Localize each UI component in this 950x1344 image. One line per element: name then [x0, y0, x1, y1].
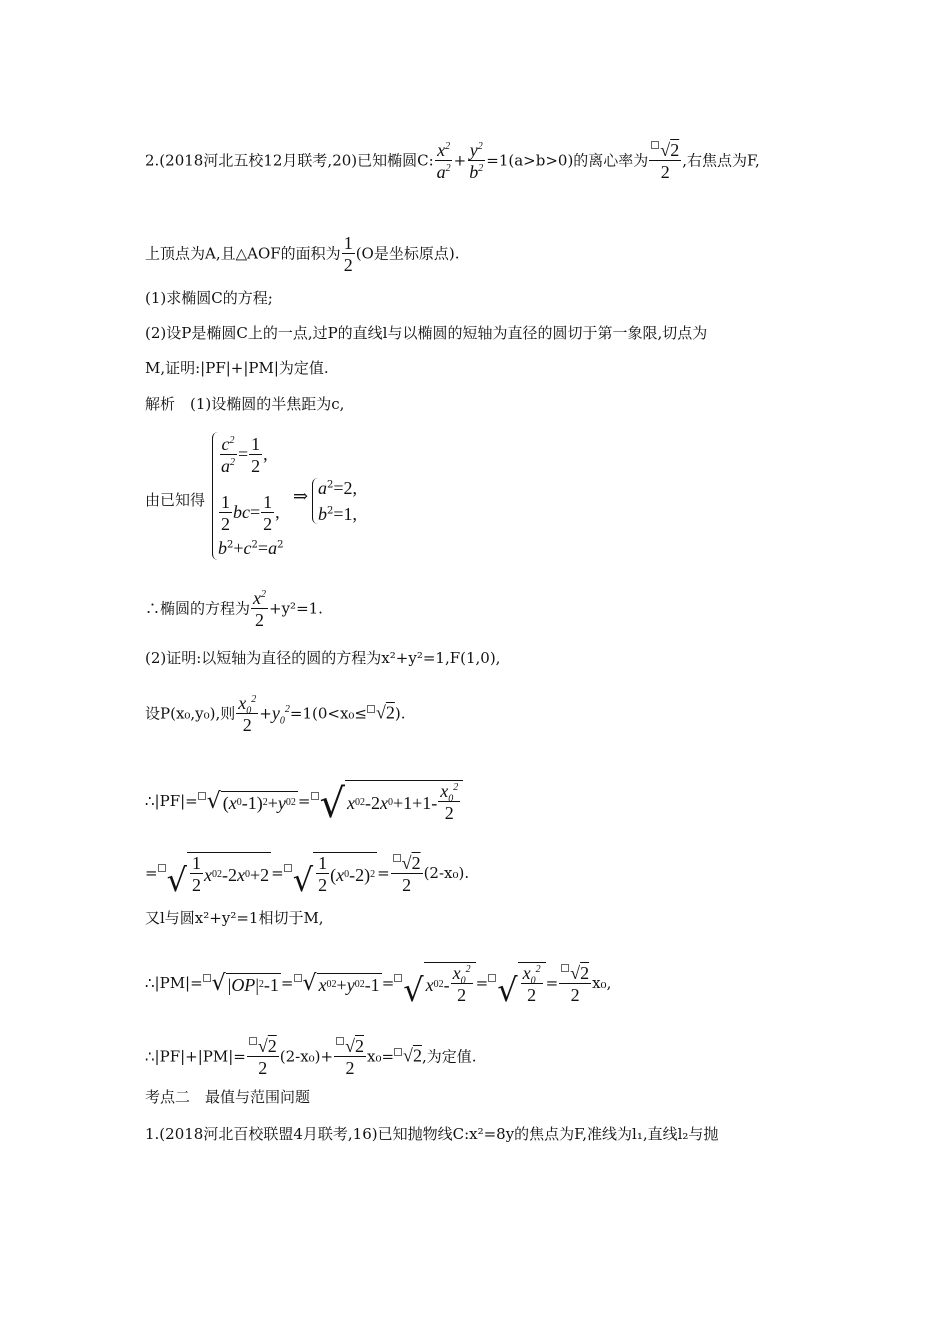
system-row-2: $\frac{1}{2}$ bc= $\frac{1}{2}$ , [221, 492, 280, 534]
system-row-3: $b^2+c^2=a^2$ [218, 538, 284, 558]
question-2-line-1: (2)设P是椭圆C上的一点,过P的直线l与以椭圆的短轴为直径的圆切于第一象限,切点为 [145, 324, 708, 342]
pf-line-1: ∴|PF|= √ ( x 0 -1) 2 + y 0 2 = √ x 0 2 -2 x 0 +1+1- $\frac{x_0^2}{2}$ [145, 780, 463, 824]
ellipse-equation: ∴椭圆的方程为 $\frac{x^2}{2}$ +y²=1. [145, 588, 323, 630]
implies-arrow: ⇒ [293, 486, 309, 506]
sum-line: ∴|PF|+|PM|= $\frac{√2}{2}$ (2-x₀)+ $\frac{√2}{2}$ x₀= √2,为定值. [145, 1036, 477, 1078]
proof-intro: (2)证明:以短轴为直径的圆的方程为x²+y²=1,F(1,0), [145, 649, 501, 667]
pm-line: ∴|PM|= √ | OP | 2 -1 = √ x 0 2 + y 0 2 -1 = √ x 0 2 - $\frac{x_0^2}{2}$ = √ $\frac{x_0^2}{2}$ = $\frac{√2}{2}$ x₀, [145, 962, 612, 1009]
pm-lead: ∴|PM|= [145, 974, 203, 992]
ellipse-tail: +y²=1. [269, 599, 323, 618]
origin-text: (O是坐标原点). [355, 244, 460, 263]
set-point-p: 设P(x₀,y₀),则 $\frac{x_0^2}{2}$ $+y_0^2=1(0<x_0\le √2)$. [145, 693, 406, 735]
result-row-1: $a^2=2$, [318, 478, 358, 498]
fraction-one-half: $\frac{1}{2}$ [343, 233, 353, 275]
question-2-line-2: M,证明:|PF|+|PM|为定值. [145, 359, 329, 377]
right-focus-text: ,右焦点为F, [682, 151, 760, 170]
solution-heading: 解析 (1)设椭圆的半焦距为c, [145, 395, 345, 413]
tangent-text: 又l与圆x²+y²=1相切于M, [145, 909, 324, 927]
fraction-x2-a2: $\frac{x^2}{a^2}$ [436, 140, 451, 182]
ellipse-text: ∴椭圆的方程为 [145, 599, 251, 618]
problem-2-line-2 [145, 233, 459, 276]
known-label: 由已知得 [145, 491, 206, 509]
area-text: 上顶点为A,且△AOF的面积为 [145, 244, 341, 263]
set-p-text: 设P(x₀,y₀),则 [145, 704, 236, 723]
problem-2-line-1: 2.(2018河北五校12月联考,20)已知椭圆C: $\frac{x^2}{a^2}$ + $\frac{y^2}{b^2}$ =1(a>b>0)的离心率为 $\frac{√2}{2}$ ,右焦点为F, [145, 140, 760, 182]
section-heading: 考点二 最值与范围问题 [145, 1088, 311, 1106]
fraction-sqrt2-over-2: $\frac{√2}{2}$ [649, 140, 681, 183]
fraction-y2-b2: $\frac{y^2}{b^2}$ [469, 140, 484, 182]
result-row-2: $b^2=1$, [318, 504, 358, 524]
question-1: (1)求椭圆C的方程; [145, 289, 273, 307]
pf-lead: ∴|PF|= [145, 792, 198, 810]
problem-2-intro: 2.(2018河北五校12月联考,20)已知椭圆C: [145, 151, 434, 170]
system-row-1: $\frac{c^2}{a^2}$ = $\frac{1}{2}$ , [221, 434, 268, 476]
sum-lead: ∴|PF|+|PM|= [145, 1047, 246, 1066]
eccentricity-text: =1(a>b>0)的离心率为 [486, 151, 649, 170]
problem-1-line-1: 1.(2018河北百校联盟4月联考,16)已知抛物线C:x²=8y的焦点为F,准线为l₁,直线l₂与抛 [145, 1125, 719, 1143]
pf-line-2: = √ $\frac{1}{2}$ x 0 2 -2 x 0 +2 = √ $\frac{1}{2}$ ( x 0 -2) 2 = $\frac{√2}{2}$ (2-x₀). [145, 852, 470, 899]
